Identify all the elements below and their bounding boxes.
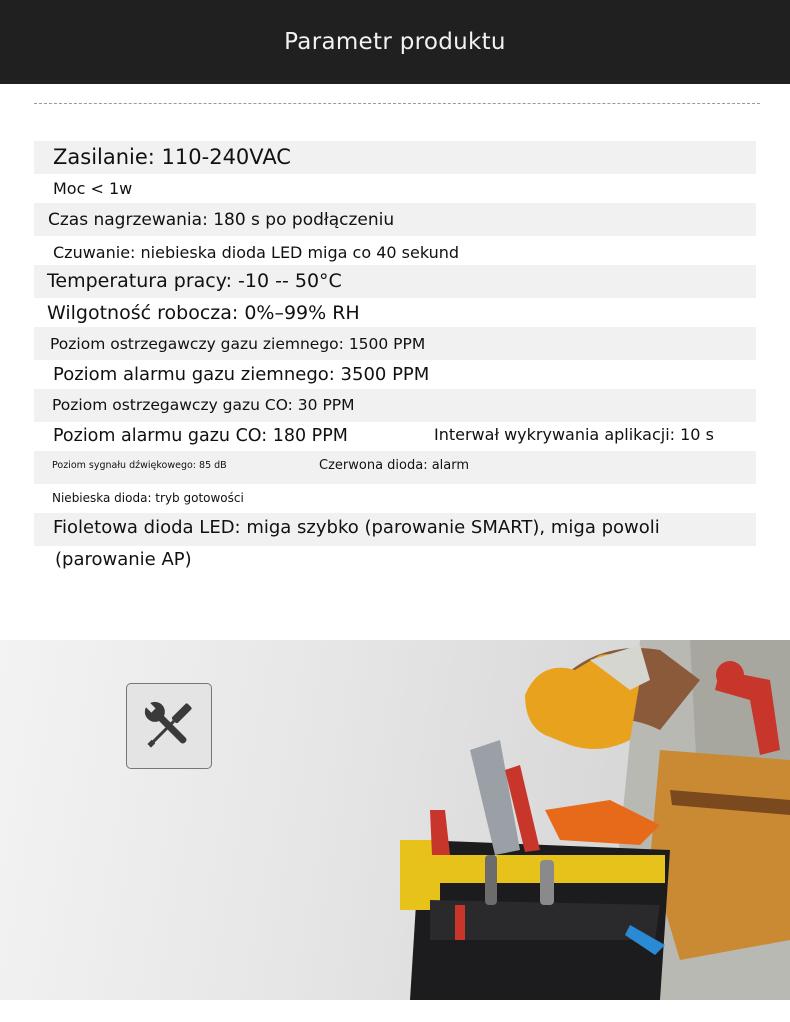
spec-zasilanie: Zasilanie: 110-240VAC: [53, 145, 291, 169]
spec-temperatura: Temperatura pracy: -10 -- 50°C: [47, 270, 342, 292]
spec-moc: Moc < 1w: [53, 179, 133, 198]
spec-ostrzegawczy-co: Poziom ostrzegawczy gazu CO: 30 PPM: [52, 396, 355, 414]
spec-czerwona-dioda: Czerwona dioda: alarm: [319, 458, 470, 473]
spec-interwal: Interwał wykrywania aplikacji: 10 s: [434, 425, 714, 444]
spec-niebieska-dioda: Niebieska dioda: tryb gotowości: [52, 491, 244, 505]
spec-fioletowa-dioda-cont: (parowanie AP): [55, 549, 192, 570]
bottom-margin: [0, 1000, 790, 1022]
spec-wilgotnosc: Wilgotność robocza: 0%–99% RH: [47, 302, 360, 324]
spec-nagrzewanie: Czas nagrzewania: 180 s po podłączeniu: [48, 210, 395, 230]
spec-alarm-co: Poziom alarmu gazu CO: 180 PPM: [53, 426, 348, 446]
spec-fioletowa-dioda: Fioletowa dioda LED: miga szybko (parowanie SMART), miga powoli: [53, 517, 660, 538]
dashed-divider: [34, 103, 760, 104]
spec-ostrzegawczy-gaz: Poziom ostrzegawczy gazu ziemnego: 1500 PPM: [50, 335, 426, 353]
worker-illustration: [0, 640, 790, 1000]
page-title: Parametr produktu: [284, 29, 506, 55]
header-bar: [0, 0, 790, 84]
spec-alarm-gaz: Poziom alarmu gazu ziemnego: 3500 PPM: [53, 364, 430, 385]
tools-photo: [0, 640, 790, 1000]
spec-sygnal: Poziom sygnału dźwiękowego: 85 dB: [52, 460, 227, 471]
spec-czuwanie: Czuwanie: niebieska dioda LED miga co 40 sekund: [53, 243, 460, 262]
